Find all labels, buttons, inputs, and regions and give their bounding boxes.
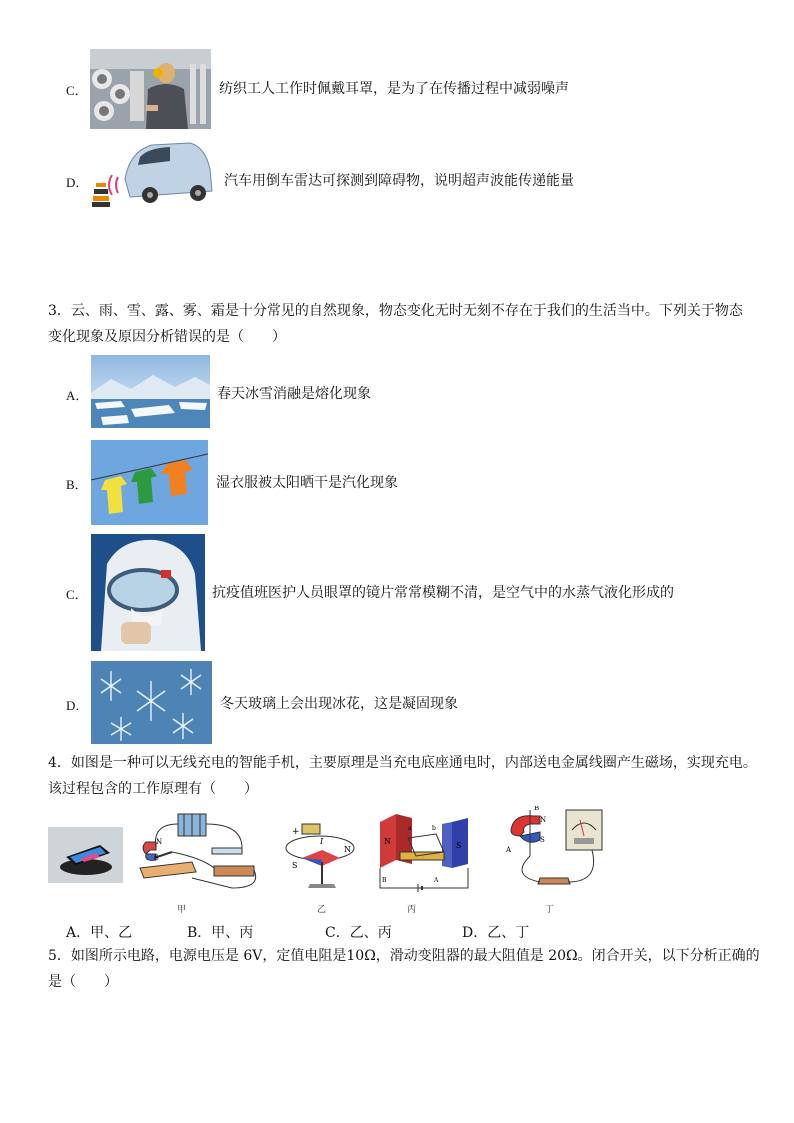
q5-stem-line1: 5．如图所示电路，电源电压是 6V，定值电阻是10Ω，滑动变阻器的最大阻值是 20Ω。闭合开关，以下分析正确的 [48,948,760,964]
clothes-drying-image [91,440,208,525]
svg-text:B: B [382,877,387,884]
q4-option-a-text: 甲、乙 [90,925,133,941]
q2-option-d-letter: D． [66,175,89,190]
q3-option-b-text: 湿衣服被太阳晒干是汽化现象 [216,475,398,491]
q4-option-d-letter: D． [462,925,488,941]
svg-text:B: B [534,806,540,812]
svg-text:N: N [344,845,351,854]
q3-option-a-text: 春天冰雪消融是熔化现象 [217,386,371,402]
diagram-jia [132,808,267,898]
ice-flowers-on-glass-image [91,661,212,744]
diagram-bing [372,808,484,898]
diagram-yi [282,818,357,896]
q3-stem-line1: 3．云、雨、雪、露、雾、霜是十分常见的自然现象，物态变化无时无刻不存在于我们的生活当中。下列关于物态 [48,303,743,319]
svg-text:N: N [384,837,391,846]
svg-text:S: S [154,854,159,862]
svg-text:N: N [540,816,547,824]
q4-option-a [66,922,132,942]
svg-text:a: a [408,825,412,832]
svg-text:S: S [292,861,298,870]
svg-text:N: N [156,838,163,846]
svg-text:S: S [540,836,545,844]
q3-option-b-letter: B． [66,477,88,492]
diagram-yi-label: 乙 [317,905,327,915]
svg-text:A: A [506,846,512,854]
diagram-jia-label: 甲 [177,905,187,915]
medical-worker-goggles-image [91,534,205,651]
svg-text:S: S [456,841,462,850]
q4-option-a-letter: A． [66,925,91,941]
melting-ice-snow-image [91,355,210,428]
q4-option-d [462,922,529,942]
svg-text:I: I [320,837,324,846]
textile-worker-earmuffs-image [90,49,211,129]
q4-option-b [187,922,253,942]
q4-option-c [325,922,392,942]
q3-stem-line2: 变化现象及原因分析错误的是（ ） [48,329,286,345]
diagram-ding-label: 丁 [545,905,555,915]
q3-option-a-letter: A． [66,388,89,403]
svg-text:b: b [432,825,436,832]
q3-option-c-letter: C． [66,587,88,602]
svg-text:+: + [292,827,300,837]
q4-option-c-text: 乙、丙 [349,925,392,941]
q4-stem-line2: 该过程包含的工作原理有（ ） [48,781,258,797]
q4-option-c-letter: C． [325,925,350,941]
diagram-ding [500,806,610,898]
q3-option-c-text: 抗疫值班医护人员眼罩的镜片常常模糊不清，是空气中的水蒸气液化形成的 [212,585,674,601]
q4-option-b-text: 甲、丙 [211,925,254,941]
q3-option-d-text: 冬天玻璃上会出现冰花，这是凝固现象 [220,696,458,712]
q4-option-d-text: 乙、丁 [487,925,530,941]
diagram-bing-label: 丙 [407,905,417,915]
q5-stem-line2: 是（ ） [48,974,118,990]
q2-option-c-letter: C． [66,83,88,98]
q4-stem-line1: 4．如图是一种可以无线充电的智能手机，主要原理是当充电底座通电时，内部送电金属线圈产生磁场，实现充电。 [48,755,757,771]
q2-option-d-text: 汽车用倒车雷达可探测到障碍物，说明超声波能传递能量 [224,173,574,189]
q2-option-c-text: 纺织工人工作时佩戴耳罩，是为了在传播过程中减弱噪声 [219,81,569,97]
car-reversing-radar-image [90,139,215,209]
q4-option-b-letter: B． [187,925,212,941]
q3-option-d-letter: D． [66,698,89,713]
wireless-charging-phone-image [48,827,123,883]
svg-text:A: A [434,877,439,884]
